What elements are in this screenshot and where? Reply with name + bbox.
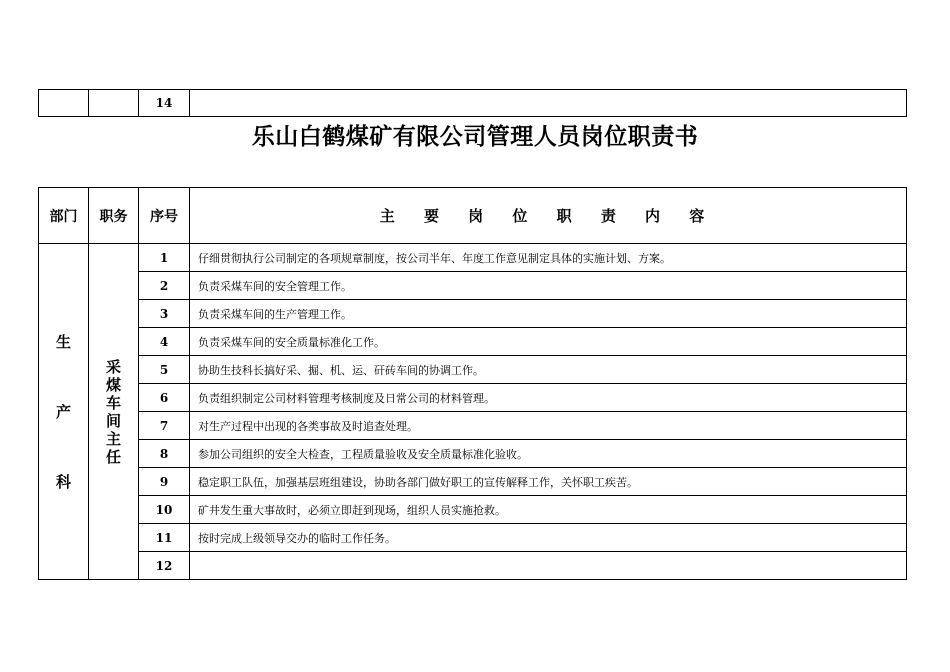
dept-char: 科 <box>55 472 71 491</box>
table-row <box>39 328 907 356</box>
duty-cell <box>190 552 907 580</box>
duty-cell: 负责采煤车间的安全管理工作。 <box>190 272 907 300</box>
table-row <box>39 524 907 552</box>
duty-cell: 负责采煤车间的安全质量标准化工作。 <box>190 328 907 356</box>
table-row <box>39 244 907 272</box>
seq-cell: 12 <box>139 552 190 580</box>
position-char: 车 <box>105 393 121 412</box>
table-row <box>39 272 907 300</box>
table-row <box>39 468 907 496</box>
header-content: 主 要 岗 位 职 责 内 容 <box>190 188 907 244</box>
position-char: 主 <box>105 429 121 448</box>
table-row <box>39 412 907 440</box>
position-char: 间 <box>105 411 121 430</box>
seq-cell: 6 <box>139 384 190 412</box>
duty-cell: 仔细贯彻执行公司制定的各项规章制度，按公司半年、年度工作意见制定具体的实施计划、方案。 <box>190 244 907 272</box>
duty-cell: 对生产过程中出现的各类事故及时追查处理。 <box>190 412 907 440</box>
seq-cell: 1 <box>139 244 190 272</box>
seq-cell: 10 <box>139 496 190 524</box>
duty-cell: 负责组织制定公司材料管理考核制度及日常公司的材料管理。 <box>190 384 907 412</box>
seq-cell: 14 <box>139 90 190 117</box>
table-row <box>39 496 907 524</box>
duty-cell: 按时完成上级领导交办的临时工作任务。 <box>190 524 907 552</box>
table-row <box>39 384 907 412</box>
seq-cell: 7 <box>139 412 190 440</box>
duty-cell: 协助生技科长搞好采、掘、机、运、矸砖车间的协调工作。 <box>190 356 907 384</box>
table-row <box>39 300 907 328</box>
empty-cell <box>89 90 139 117</box>
empty-cell <box>190 90 907 117</box>
seq-cell: 9 <box>139 468 190 496</box>
previous-page-table <box>38 89 907 117</box>
duties-table <box>38 187 907 580</box>
duty-cell: 负责采煤车间的生产管理工作。 <box>190 300 907 328</box>
seq-cell: 4 <box>139 328 190 356</box>
seq-cell: 2 <box>139 272 190 300</box>
header-dept: 部门 <box>39 188 89 244</box>
position-char: 任 <box>105 447 121 466</box>
duty-cell: 参加公司组织的安全大检查，工程质量验收及安全质量标准化验收。 <box>190 440 907 468</box>
seq-cell: 8 <box>139 440 190 468</box>
duty-cell: 矿井发生重大事故时，必须立即赶到现场，组织人员实施抢救。 <box>190 496 907 524</box>
duty-cell: 稳定职工队伍，加强基层班组建设，协助各部门做好职工的宣传解释工作，关怀职工疾苦。 <box>190 468 907 496</box>
empty-cell <box>39 90 89 117</box>
seq-cell: 11 <box>139 524 190 552</box>
dept-cell <box>39 244 89 580</box>
table-row <box>39 552 907 580</box>
dept-char: 生 <box>55 332 71 351</box>
seq-cell: 3 <box>139 300 190 328</box>
header-row <box>39 188 907 244</box>
seq-cell: 5 <box>139 356 190 384</box>
dept-char: 产 <box>55 402 71 421</box>
position-char: 煤 <box>105 375 121 394</box>
position-char: 采 <box>105 357 121 376</box>
table-row <box>39 440 907 468</box>
header-seq: 序号 <box>139 188 190 244</box>
document-title: 乐山白鹤煤矿有限公司管理人员岗位职责书 <box>251 123 699 150</box>
table-row <box>39 90 907 117</box>
table-row <box>39 356 907 384</box>
header-position: 职务 <box>89 188 139 244</box>
position-cell <box>89 244 139 580</box>
